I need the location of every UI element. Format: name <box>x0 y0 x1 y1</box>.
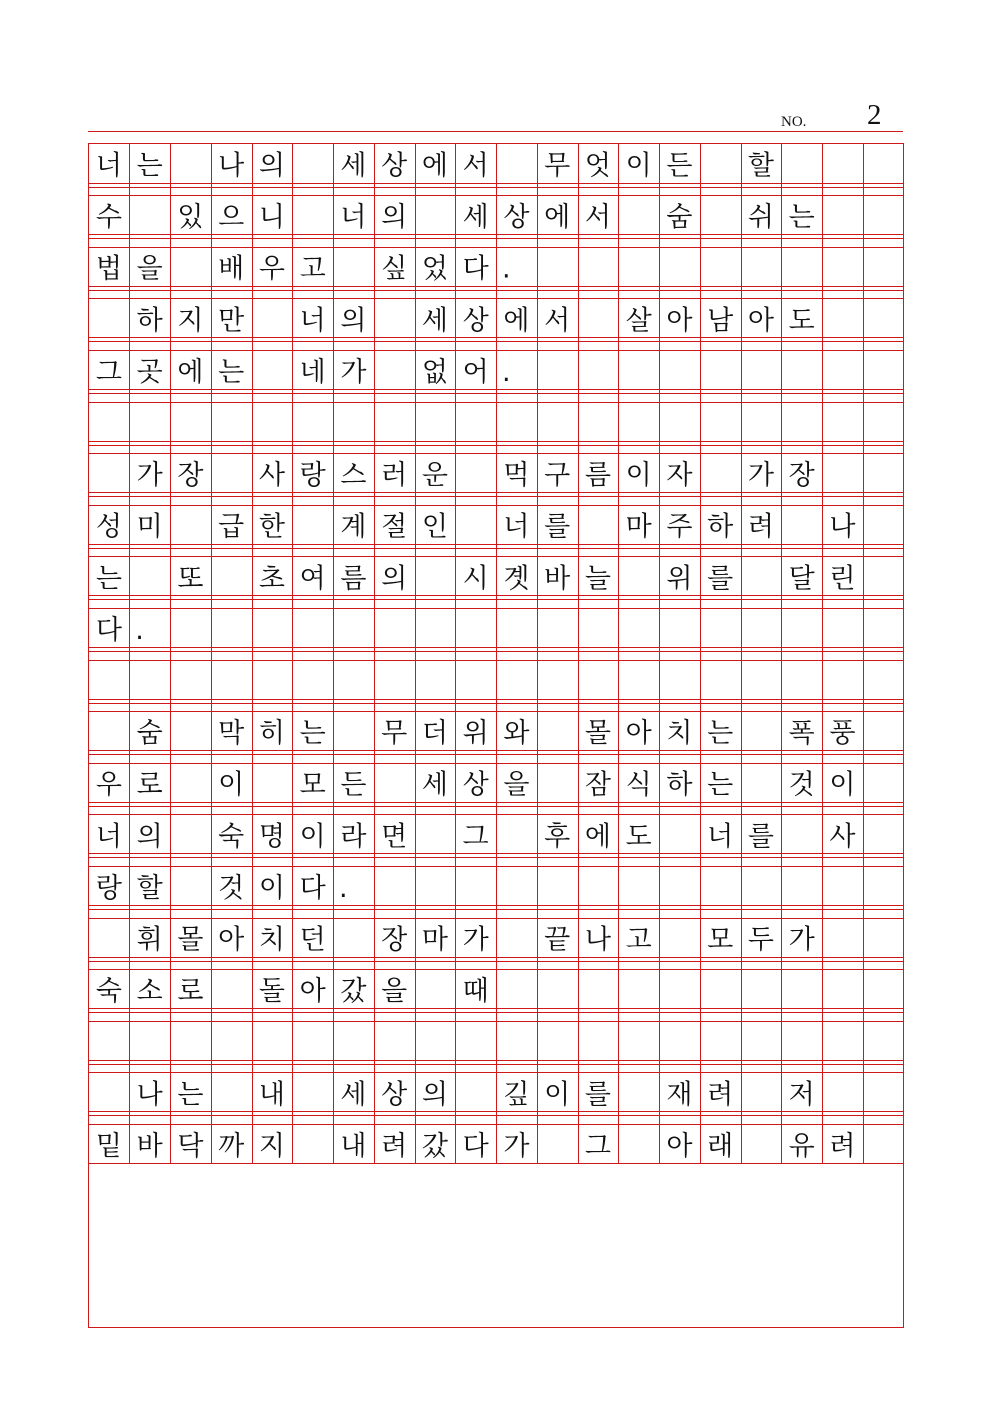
manuscript-char: 세 <box>462 202 489 234</box>
manuscript-char: 하 <box>707 511 734 543</box>
manuscript-char: 자 <box>666 460 693 492</box>
manuscript-char: 엇 <box>584 150 611 182</box>
manuscript-char: 사 <box>258 460 285 492</box>
manuscript-char: 다 <box>462 253 489 285</box>
manuscript-char: 할 <box>747 150 774 182</box>
manuscript-char: 절 <box>381 511 408 543</box>
manuscript-char: 서 <box>584 202 611 234</box>
manuscript-char: 한 <box>258 511 285 543</box>
manuscript-char: 내 <box>258 1079 285 1111</box>
manuscript-char: 두 <box>747 924 774 956</box>
manuscript-char: 달 <box>788 563 815 595</box>
manuscript-char: 가 <box>788 924 815 956</box>
manuscript-char: 너 <box>95 150 122 182</box>
manuscript-char: 이 <box>258 872 285 904</box>
page-number: 2 <box>867 99 882 131</box>
manuscript-char: 무 <box>381 718 408 750</box>
manuscript-char: 소 <box>136 976 163 1008</box>
manuscript-char: 치 <box>666 718 693 750</box>
period-glyph: . <box>339 872 348 904</box>
manuscript-char: 을 <box>136 253 163 285</box>
manuscript-char: 가 <box>747 460 774 492</box>
manuscript-char: 이 <box>218 769 245 801</box>
manuscript-char: 싶 <box>381 253 408 285</box>
manuscript-char: 가 <box>462 924 489 956</box>
manuscript-char: 름 <box>584 460 611 492</box>
manuscript-char: 이 <box>544 1079 571 1111</box>
manuscript-char: 는 <box>788 202 815 234</box>
manuscript-char: 끝 <box>544 924 571 956</box>
manuscript-char: 가 <box>136 460 163 492</box>
manuscript-char: 이 <box>625 150 652 182</box>
manuscript-char: 몰 <box>584 718 611 750</box>
manuscript-char: 아 <box>666 305 693 337</box>
manuscript-char: 히 <box>258 718 285 750</box>
manuscript-char: 숙 <box>218 821 245 853</box>
manuscript-char: 때 <box>462 976 489 1008</box>
manuscript-char: 나 <box>218 150 245 182</box>
manuscript-char: 려 <box>381 1130 408 1162</box>
manuscript-char: 었 <box>421 253 448 285</box>
manuscript-char: 더 <box>421 718 448 750</box>
manuscript-char: 수 <box>95 202 122 234</box>
manuscript-char: 남 <box>707 305 734 337</box>
manuscript-char: 숙 <box>95 976 122 1008</box>
manuscript-char: 가 <box>340 356 367 388</box>
manuscript-char: 늘 <box>584 563 611 595</box>
manuscript-char: 초 <box>258 563 285 595</box>
manuscript-char: 에 <box>544 202 571 234</box>
manuscript-char: 쉬 <box>747 202 774 234</box>
manuscript-char: 명 <box>258 821 285 853</box>
manuscript-char: 이 <box>625 460 652 492</box>
manuscript-char: 잠 <box>584 769 611 801</box>
manuscript-char: 려 <box>747 511 774 543</box>
manuscript-char: 래 <box>707 1130 734 1162</box>
manuscript-char: 의 <box>381 202 408 234</box>
manuscript-char: 구 <box>544 460 571 492</box>
manuscript-char: 밑 <box>95 1130 122 1162</box>
manuscript-char: 법 <box>95 253 122 285</box>
manuscript-char: 를 <box>707 563 734 595</box>
manuscript-grid <box>89 144 904 1164</box>
manuscript-char: 지 <box>177 305 204 337</box>
manuscript-char: 지 <box>258 1130 285 1162</box>
manuscript-char: 미 <box>136 511 163 543</box>
manuscript-char: 위 <box>462 718 489 750</box>
manuscript-char: 바 <box>136 1130 163 1162</box>
manuscript-char: 그 <box>462 821 489 853</box>
manuscript-char: 서 <box>462 150 489 182</box>
manuscript-char: 마 <box>421 924 448 956</box>
manuscript-char: 숨 <box>136 718 163 750</box>
manuscript-char: 의 <box>421 1079 448 1111</box>
manuscript-char: 랑 <box>299 460 326 492</box>
manuscript-char: 계 <box>340 511 367 543</box>
manuscript-char: 장 <box>788 460 815 492</box>
manuscript-char: 하 <box>136 305 163 337</box>
manuscript-char: 상 <box>462 769 489 801</box>
manuscript-char: 상 <box>462 305 489 337</box>
manuscript-char: 다 <box>299 872 326 904</box>
manuscript-char: 상 <box>503 202 530 234</box>
manuscript-char: 살 <box>625 305 652 337</box>
manuscript-char: 도 <box>625 821 652 853</box>
manuscript-char: 어 <box>462 356 489 388</box>
manuscript-char: 상 <box>381 1079 408 1111</box>
manuscript-char: 에 <box>177 356 204 388</box>
manuscript-char: 면 <box>381 821 408 853</box>
period-glyph: . <box>135 614 144 646</box>
manuscript-char: 모 <box>299 769 326 801</box>
manuscript-char: 를 <box>544 511 571 543</box>
manuscript-char: 성 <box>95 511 122 543</box>
manuscript-char: 모 <box>707 924 734 956</box>
manuscript-char: 는 <box>177 1079 204 1111</box>
manuscript-char: 장 <box>177 460 204 492</box>
manuscript-char: 고 <box>299 253 326 285</box>
manuscript-char: 름 <box>340 563 367 595</box>
manuscript-char: 없 <box>421 356 448 388</box>
manuscript-char: 만 <box>218 305 245 337</box>
manuscript-char: 그 <box>95 356 122 388</box>
manuscript-char: 든 <box>340 769 367 801</box>
manuscript-char: 가 <box>503 1130 530 1162</box>
manuscript-char: 는 <box>707 769 734 801</box>
manuscript-char: 하 <box>666 769 693 801</box>
manuscript-char: 너 <box>707 821 734 853</box>
manuscript-char: 세 <box>340 150 367 182</box>
manuscript-char: 는 <box>136 150 163 182</box>
manuscript-char: 풍 <box>829 718 856 750</box>
manuscript-char: 을 <box>503 769 530 801</box>
manuscript-char: 까 <box>218 1130 245 1162</box>
manuscript-char: 닥 <box>177 1130 204 1162</box>
manuscript-char: 인 <box>421 511 448 543</box>
manuscript-char: 다 <box>462 1130 489 1162</box>
manuscript-char: 려 <box>707 1079 734 1111</box>
manuscript-char: 린 <box>829 563 856 595</box>
manuscript-char: 서 <box>544 305 571 337</box>
manuscript-char: 다 <box>95 614 122 646</box>
manuscript-char: 또 <box>177 563 204 595</box>
manuscript-char: 휘 <box>136 924 163 956</box>
manuscript-char: 는 <box>218 356 245 388</box>
manuscript-char: 는 <box>299 718 326 750</box>
manuscript-char: 후 <box>544 821 571 853</box>
manuscript-char: 치 <box>258 924 285 956</box>
manuscript-char: 장 <box>381 924 408 956</box>
manuscript-char: 유 <box>788 1130 815 1162</box>
manuscript-char: 는 <box>707 718 734 750</box>
manuscript-char: 운 <box>421 460 448 492</box>
manuscript-char: 깊 <box>503 1079 530 1111</box>
manuscript-char: 시 <box>462 563 489 595</box>
manuscript-char: 너 <box>340 202 367 234</box>
manuscript-char: 내 <box>340 1130 367 1162</box>
manuscript-char: 세 <box>340 1079 367 1111</box>
manuscript-char: 려 <box>829 1130 856 1162</box>
manuscript-char: 우 <box>95 769 122 801</box>
manuscript-char: 는 <box>95 563 122 595</box>
manuscript-char: 그 <box>584 1130 611 1162</box>
manuscript-char: 바 <box>544 563 571 595</box>
manuscript-char: 너 <box>299 305 326 337</box>
period-glyph: . <box>502 356 511 388</box>
period-glyph: . <box>502 253 511 285</box>
manuscript-char: 아 <box>625 718 652 750</box>
manuscript-char: 라 <box>340 821 367 853</box>
manuscript-char: 갔 <box>421 1130 448 1162</box>
manuscript-char: 마 <box>625 511 652 543</box>
manuscript-char: 우 <box>258 253 285 285</box>
manuscript-char: 에 <box>421 150 448 182</box>
manuscript-char: 이 <box>299 821 326 853</box>
manuscript-char: 의 <box>136 821 163 853</box>
manuscript-char: 세 <box>421 769 448 801</box>
manuscript-char: 아 <box>747 305 774 337</box>
manuscript-char: 을 <box>381 976 408 1008</box>
manuscript-char: 할 <box>136 872 163 904</box>
manuscript-char: 폭 <box>788 718 815 750</box>
manuscript-char: 곳 <box>136 356 163 388</box>
manuscript-char: 급 <box>218 511 245 543</box>
manuscript-char: 와 <box>503 718 530 750</box>
manuscript-char: 아 <box>299 976 326 1008</box>
manuscript-char: 랑 <box>95 872 122 904</box>
manuscript-char: 든 <box>666 150 693 182</box>
manuscript-char: 무 <box>544 150 571 182</box>
manuscript-char: 너 <box>503 511 530 543</box>
manuscript-char: 고 <box>625 924 652 956</box>
manuscript-char: 으 <box>218 202 245 234</box>
manuscript-char: 상 <box>381 150 408 182</box>
manuscript-char: 막 <box>218 718 245 750</box>
manuscript-char: 숨 <box>666 202 693 234</box>
manuscript-char: 것 <box>788 769 815 801</box>
manuscript-char: 를 <box>747 821 774 853</box>
manuscript-char: 던 <box>299 924 326 956</box>
manuscript-char: 너 <box>95 821 122 853</box>
manuscript-char: 에 <box>503 305 530 337</box>
manuscript-char: 에 <box>584 821 611 853</box>
manuscript-char: 있 <box>177 202 204 234</box>
manuscript-char: 아 <box>666 1130 693 1162</box>
manuscript-char: 재 <box>666 1079 693 1111</box>
manuscript-char: 로 <box>177 976 204 1008</box>
manuscript-char: 로 <box>136 769 163 801</box>
manuscript-char: 먹 <box>503 460 530 492</box>
manuscript-char: 나 <box>829 511 856 543</box>
page-number-label: NO. <box>781 114 807 130</box>
manuscript-char: 몰 <box>177 924 204 956</box>
manuscript-char: 세 <box>421 305 448 337</box>
manuscript-char: 주 <box>666 511 693 543</box>
manuscript-char: 사 <box>829 821 856 853</box>
manuscript-char: 나 <box>584 924 611 956</box>
manuscript-char: 아 <box>218 924 245 956</box>
manuscript-char: 이 <box>829 769 856 801</box>
manuscript-char: 갔 <box>340 976 367 1008</box>
manuscript-char: 저 <box>788 1079 815 1111</box>
manuscript-char: 의 <box>381 563 408 595</box>
manuscript-char: 여 <box>299 563 326 595</box>
manuscript-char: 위 <box>666 563 693 595</box>
manuscript-char: 것 <box>218 872 245 904</box>
manuscript-char: 돌 <box>258 976 285 1008</box>
manuscript-char: 곗 <box>503 563 530 595</box>
manuscript-char: 배 <box>218 253 245 285</box>
manuscript-char: 나 <box>136 1079 163 1111</box>
manuscript-char: 식 <box>625 769 652 801</box>
manuscript-char: 러 <box>381 460 408 492</box>
manuscript-char: 도 <box>788 305 815 337</box>
manuscript-char: 를 <box>584 1079 611 1111</box>
manuscript-char: 의 <box>340 305 367 337</box>
manuscript-char: 의 <box>258 150 285 182</box>
manuscript-char: 네 <box>299 356 326 388</box>
manuscript-char: 니 <box>258 202 285 234</box>
manuscript-char: 스 <box>340 460 367 492</box>
